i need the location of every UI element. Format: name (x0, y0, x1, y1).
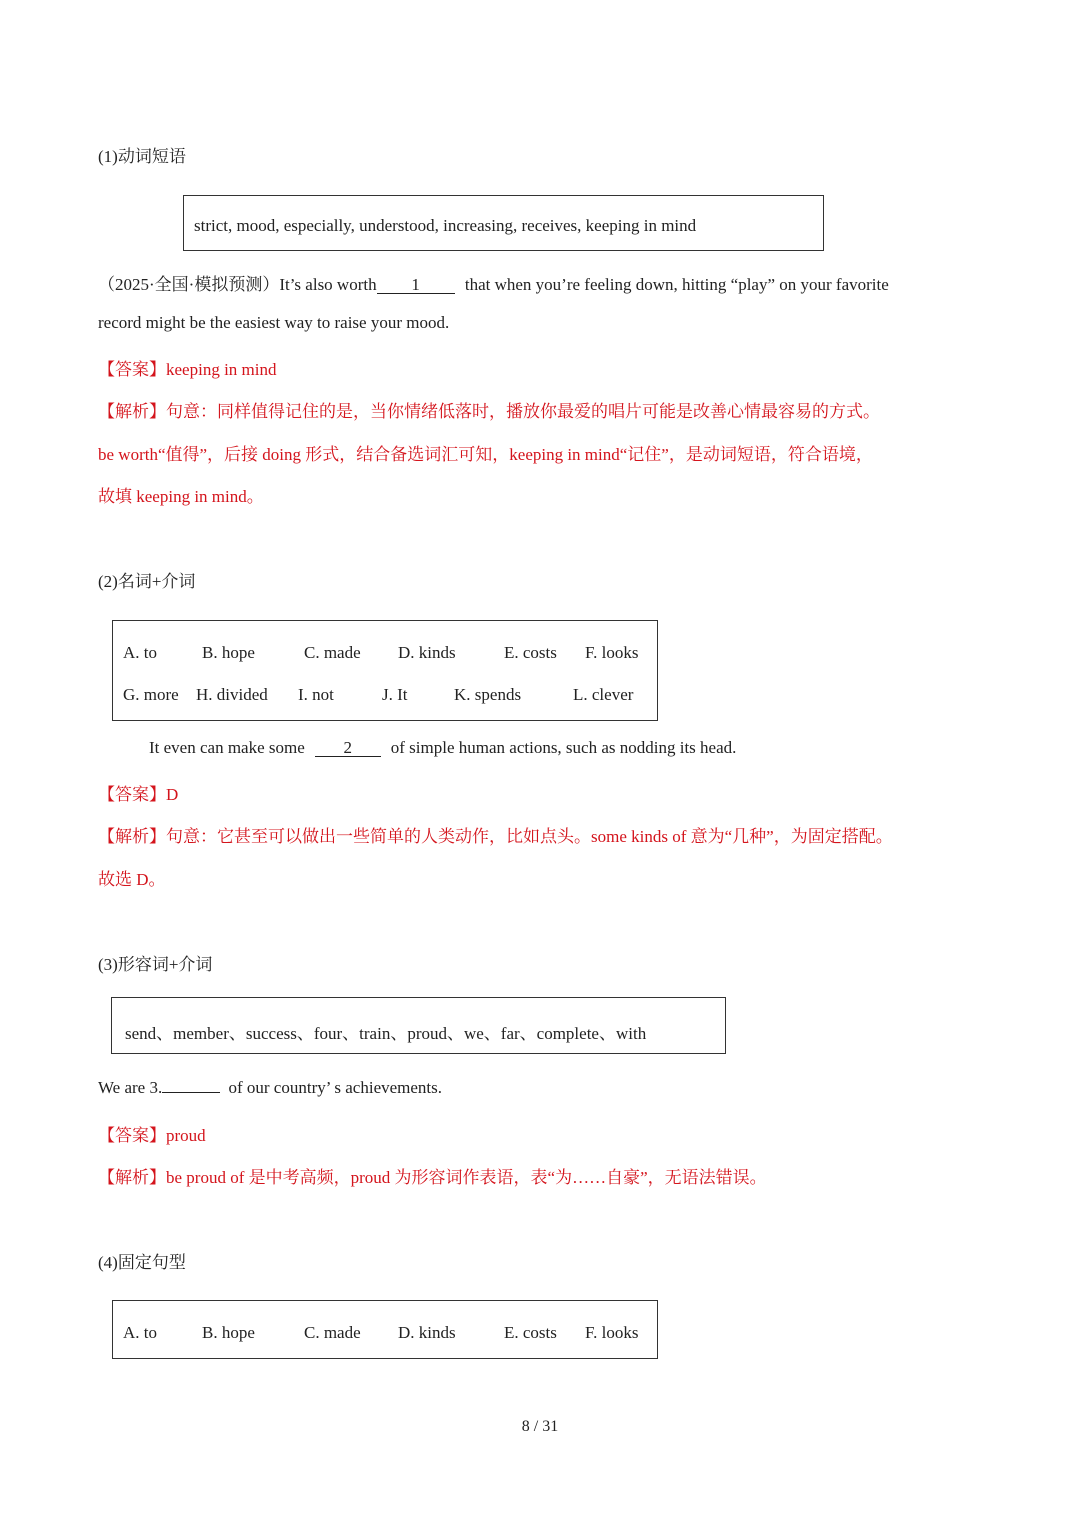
option-g: G. more (123, 685, 179, 704)
answer-3-value: proud (166, 1126, 206, 1145)
analysis-2-line-2: 故选 D。 (98, 870, 166, 889)
question-3-blank[interactable] (162, 1092, 220, 1093)
analysis-3-line-1 (98, 1163, 767, 1188)
question-1-after: that when you’re feeling down, hitting “play” on your favorite (460, 275, 889, 294)
question-3-after: of our country’ s achievements. (224, 1078, 443, 1097)
section-1-heading: (1)动词短语 (98, 147, 186, 166)
option-a: A. to (123, 643, 157, 662)
option-c-4: C. made (304, 1323, 361, 1342)
analysis-3-tag: 【解析】 (98, 1168, 166, 1187)
word-bank-text-1: strict, mood, especially, understood, increasing, receives, keeping in mind (194, 216, 697, 235)
option-b: B. hope (202, 643, 255, 662)
option-c: C. made (304, 643, 361, 662)
question-2-before: It even can make some (149, 738, 305, 757)
question-1-line-1 (98, 270, 889, 295)
option-a-4: A. to (123, 1323, 157, 1342)
analysis-1-tag: 【解析】 (98, 402, 166, 421)
page-number: 8 / 31 (521, 1418, 559, 1435)
option-e: E. costs (504, 643, 557, 662)
option-l: L. clever (573, 685, 634, 704)
options-box-4 (112, 1300, 658, 1359)
option-k: K. spends (454, 685, 522, 704)
option-h: H. divided (196, 685, 268, 704)
option-d: D. kinds (398, 643, 456, 662)
option-i: I. not (298, 685, 334, 704)
section-2-heading: (2)名词+介词 (98, 572, 196, 591)
analysis-1-line-2: be worth“值得”，后接 doing 形式，结合备选词汇可知，keeping in mind“记住”，是动词短语，符合语境， (98, 445, 873, 464)
answer-3 (98, 1121, 206, 1146)
option-f: F. looks (585, 643, 639, 662)
answer-1 (98, 355, 276, 380)
answer-1-tag: 【答案】 (98, 360, 166, 379)
word-bank-box-1 (183, 195, 824, 251)
analysis-1-line-3: 故填 keeping in mind。 (98, 487, 264, 506)
option-d-4: D. kinds (398, 1323, 456, 1342)
option-f-4: F. looks (585, 1323, 639, 1342)
analysis-1-text-1: 句意：同样值得记住的是，当你情绪低落时，播放你最爱的唱片可能是改善心情最容易的方式。 (166, 402, 880, 421)
option-e-4: E. costs (504, 1323, 557, 1342)
question-3-before: We are 3. (98, 1078, 163, 1097)
option-j: J. It (382, 685, 408, 704)
question-2-blank[interactable]: 2 (315, 740, 381, 757)
answer-2-value: D (166, 785, 179, 804)
analysis-3-text-1: be proud of 是中考高频，proud 为形容词作表语，表“为……自豪”，无语法错误。 (166, 1168, 767, 1187)
answer-2 (98, 780, 178, 805)
analysis-2-line-1 (98, 822, 893, 847)
answer-1-value: keeping in mind (166, 360, 277, 379)
question-2 (149, 738, 736, 758)
answer-2-tag: 【答案】 (98, 785, 166, 804)
question-2-after: of simple human actions, such as nodding its head. (390, 738, 737, 757)
question-1-blank[interactable]: 1 (377, 277, 455, 294)
analysis-2-tag: 【解析】 (98, 827, 166, 846)
question-1-line-2: record might be the easiest way to raise your mood. (98, 313, 450, 332)
section-4-heading: (4)固定句型 (98, 1253, 186, 1272)
word-bank-box-3 (111, 997, 726, 1054)
word-bank-text-3: send、member、success、four、train、proud、we、far、complete、with (125, 1024, 647, 1043)
section-3-heading: (3)形容词+介词 (98, 955, 213, 974)
question-1-source: （2025·全国·模拟预测） (98, 275, 280, 294)
options-box-2 (112, 620, 658, 721)
answer-3-tag: 【答案】 (98, 1126, 166, 1145)
analysis-2-text-1: 句意：它甚至可以做出一些简单的人类动作，比如点头。some kinds of 意为“几种”，为固定搭配。 (166, 827, 893, 846)
option-b-4: B. hope (202, 1323, 255, 1342)
analysis-1-line-1 (98, 397, 880, 422)
question-3 (98, 1078, 442, 1098)
question-1-before: It’s also worth (279, 275, 377, 294)
